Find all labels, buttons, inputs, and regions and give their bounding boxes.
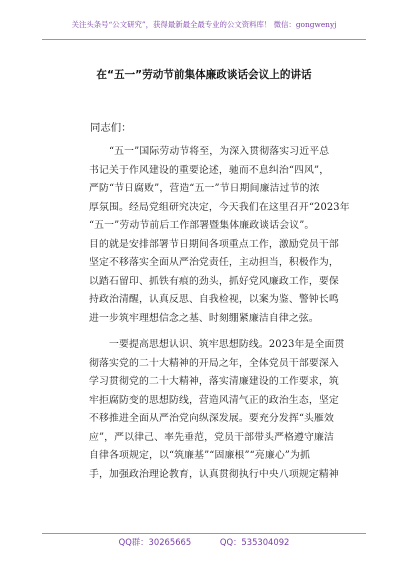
paragraph-gap: [89, 328, 321, 336]
text-line: “五一”国际劳动节将至，为深入贯彻落实习近平总: [89, 146, 330, 157]
document-title: 在“五一”劳动节前集体廉政谈话会议上的讲话: [96, 69, 312, 81]
document-body: [89, 143, 350, 484]
text-line: 持政治清醒，认真反思、自我检视，以案为鉴、警钟长鸣: [89, 294, 339, 306]
text-line: 学习贯彻党的二十大精神，落实清廉建设的工作要求，筑: [89, 376, 339, 388]
text-line: 书记关于作风建设的重要论述，驰而不息纠治“四风”，: [89, 164, 330, 176]
header-divider: [42, 39, 366, 40]
qq-number: QQ：535304092: [219, 537, 290, 547]
text-line: 彻落实党的二十大精神的开局之年，全体党员干部要深入: [89, 357, 339, 369]
text-line: 应”，严以律己、率先垂范，党员干部带头严格遵守廉洁: [89, 431, 335, 443]
text-line: 以踏石留印、抓铁有痕的劲头，抓好党风廉政工作，要保: [89, 275, 339, 287]
text-line: “五一”劳动节前后工作部署暨集体廉政谈话会议”。: [89, 220, 315, 232]
text-line: 严防“节日腐败”，营造“五一”节日期间廉洁过节的浓: [89, 183, 320, 195]
text-line: 坚定不移落实全面从严治党责任，主动担当，积极作为，: [89, 257, 339, 269]
text-line: 手，加强政治理论教育，认真贯彻执行中央八项规定精神: [89, 468, 339, 480]
footer-divider: [42, 533, 366, 534]
text-line: 目的就是安排部署节日期间各项重点工作，激励党员干部: [89, 238, 339, 250]
text-line: 一要提高思想认识、筑牢思想防线。2023年是全面贯: [89, 339, 345, 351]
qq-group-number: QQ群：30265665: [118, 537, 192, 547]
header-banner: 关注头条号“公文研究”，获得最新最全最专业的公文资料库！ 微信：gongwenyj: [71, 20, 337, 29]
text-line: 进一步筑牢理想信念之基、时刻绷紧廉洁自律之弦。: [89, 312, 319, 324]
paragraph: [89, 336, 345, 484]
text-line: 自律各项规定，以“筑廉基”“固廉根”“亮廉心”为抓: [89, 450, 310, 462]
paragraph: [89, 143, 350, 328]
text-line: 牢拒腐防变的思想防线，营造风清气正的政治生态，坚定: [89, 394, 339, 406]
footer-contact: [0, 537, 408, 548]
text-line: 不移推进全面从严治党向纵深发展。要充分发挥“头雁效: [89, 413, 335, 425]
salutation: 同志们：: [90, 122, 132, 134]
text-line: 厚氛围。经局党组研究决定，今天我们在这里召开“2023年: [89, 201, 350, 213]
